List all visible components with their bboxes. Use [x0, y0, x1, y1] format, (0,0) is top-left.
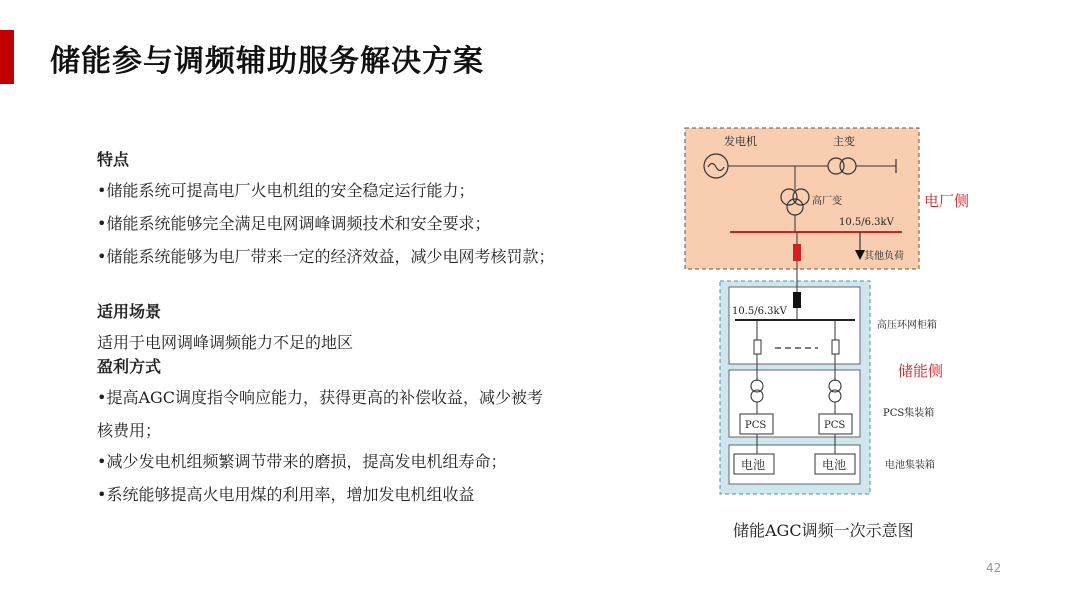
scenario-text: 适用于电网调峰调频能力不足的地区	[97, 333, 354, 352]
black-breaker-icon	[793, 292, 801, 308]
red-breaker-icon	[793, 244, 801, 261]
main-transformer-label: 主变	[833, 135, 855, 148]
profit-heading: 盈利方式	[97, 357, 162, 376]
feature-item: •储能系统能够为电厂带来一定的经济效益，减少电网考核罚款；	[97, 247, 555, 266]
feature-item: •储能系统可提高电厂火电机组的安全稳定运行能力；	[97, 181, 475, 200]
hv-cabinet-label: 高压环网柜箱	[877, 320, 937, 331]
battery-right-label: 电池	[822, 458, 847, 472]
diagram-caption: 储能AGC调频一次示意图	[733, 521, 914, 540]
page-number: 42	[986, 561, 1002, 575]
battery-container-label: 电池集装箱	[885, 460, 935, 471]
other-load-label: 其他负荷	[864, 251, 904, 262]
page-title: 储能参与调频辅助服务解决方案	[50, 44, 484, 79]
generator-label: 发电机	[724, 135, 757, 148]
battery-left-label: 电池	[741, 458, 766, 472]
pcs-container-label: PCS集装箱	[883, 408, 935, 419]
profit-item: •提高AGC调度指令响应能力，获得更高的补偿收益，减少被考	[97, 388, 544, 407]
profit-item: •减少发电机组频繁调节带来的磨损，提高发电机组寿命；	[97, 452, 507, 471]
voltage-box-label: 10.5/6.3kV	[732, 306, 787, 317]
pcs-right-label: PCS	[824, 420, 846, 431]
plant-side-label: 电厂侧	[924, 192, 970, 210]
profit-item: 核费用；	[97, 421, 162, 440]
station-transformer-label: 高厂变	[812, 196, 842, 207]
scenario-heading: 适用场景	[97, 302, 162, 321]
storage-side-label: 储能侧	[898, 362, 944, 380]
pcs-left-label: PCS	[745, 420, 767, 431]
features-heading: 特点	[97, 150, 130, 169]
feature-item: •储能系统能够完全满足电网调峰调频技术和安全要求；	[97, 214, 491, 233]
profit-item: •系统能够提高火电用煤的利用率，增加发电机组收益	[97, 485, 475, 504]
voltage-top-label: 10.5/6.3kV	[839, 217, 894, 228]
left-switch-icon	[754, 340, 761, 354]
right-switch-icon	[832, 340, 839, 354]
plant-side-box	[685, 128, 919, 269]
